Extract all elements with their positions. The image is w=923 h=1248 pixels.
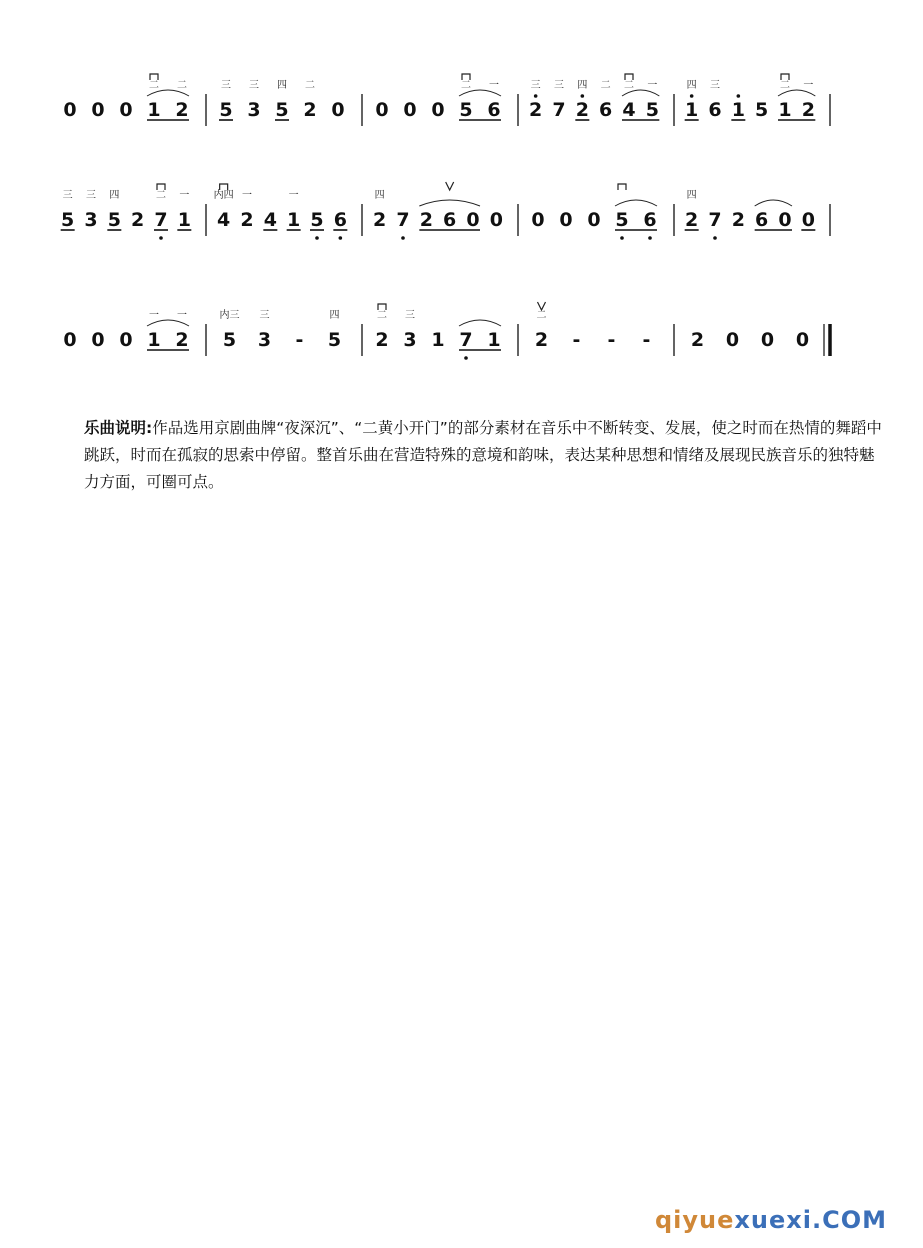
fingering-mark: 三 — [405, 310, 415, 321]
note-token: 2 — [529, 99, 543, 121]
fingering-mark: 二 — [177, 80, 187, 91]
octave-dot-below — [648, 236, 652, 240]
note-token: 2 — [175, 99, 189, 121]
octave-dot-above — [534, 94, 538, 98]
note-token: 5 — [645, 99, 659, 121]
note-token: 2 — [303, 99, 317, 121]
note-token: 6 — [487, 99, 501, 121]
slur-arc — [615, 200, 657, 206]
fingering-mark: 四 — [109, 190, 120, 201]
note-token: 2 — [534, 329, 549, 351]
note-token: 0 — [119, 99, 133, 121]
octave-dot-above — [581, 94, 585, 98]
note-token: 3 — [257, 329, 272, 351]
stave-system-3 — [40, 290, 870, 380]
note-token: - — [295, 329, 304, 351]
slur-arc — [419, 200, 480, 206]
note-token: 7 — [708, 209, 722, 231]
note-token: 5 — [615, 209, 629, 231]
octave-dot-above — [737, 94, 741, 98]
note-token: 0 — [795, 329, 810, 351]
note-token: 2 — [801, 99, 815, 121]
up-bow-mark — [446, 182, 454, 190]
note-token: 3 — [403, 329, 417, 351]
note-token: 3 — [247, 99, 261, 121]
fingering-mark: 一 — [288, 190, 299, 201]
note-token: 0 — [91, 329, 105, 351]
fingering-mark: 四 — [277, 80, 287, 91]
octave-dot-below — [713, 236, 717, 240]
note-token: 2 — [375, 329, 389, 351]
note-token: 1 — [685, 99, 699, 121]
note-token: 0 — [725, 329, 740, 351]
note-token: 0 — [489, 209, 503, 231]
note-token: 2 — [685, 209, 699, 231]
octave-dot-below — [315, 236, 319, 240]
octave-dot-below — [159, 236, 163, 240]
fingering-mark: 一 — [242, 190, 252, 201]
note-token: 1 — [731, 99, 745, 121]
fingering-mark: 三 — [221, 80, 231, 91]
note-token: 1 — [487, 329, 501, 351]
stave-svg-1 — [40, 60, 870, 150]
slur-arc — [755, 200, 792, 206]
note-token: 3 — [84, 209, 98, 231]
fingering-mark: 一 — [489, 80, 499, 91]
note-token: 0 — [778, 209, 792, 231]
note-token: 7 — [459, 329, 473, 351]
note-token: 2 — [419, 209, 433, 231]
note-token: 4 — [217, 209, 231, 231]
note-token: 0 — [559, 209, 573, 231]
note-token: 5 — [327, 329, 342, 351]
note-token: 0 — [760, 329, 775, 351]
note-token: 2 — [240, 209, 254, 231]
note-token: 7 — [396, 209, 410, 231]
fingering-mark: 二 — [461, 80, 471, 91]
note-token: 0 — [531, 209, 545, 231]
note-token: - — [642, 329, 651, 351]
fingering-mark: 内三 — [219, 310, 240, 321]
note-token: 2 — [575, 99, 589, 121]
note-token: 0 — [331, 99, 345, 121]
note-token: 0 — [431, 99, 445, 121]
note-token: 1 — [147, 99, 161, 121]
note-token: 7 — [154, 209, 168, 231]
fingering-mark: 四 — [374, 190, 385, 201]
stave-system-1 — [40, 60, 870, 150]
fingering-mark: 四 — [686, 190, 697, 201]
stave-svg-2 — [40, 170, 870, 260]
description-text: 作品选用京剧曲牌“夜深沉”、“二黄小开门”的部分素材在音乐中不断转变、发展，使之时而在热情的舞蹈中跳跃，时而在孤寂的思索中停留。整首乐曲在营造特殊的意境和韵味，表达某种思想和情绪及展现民族音乐的独特魅力方面，可圈可点。 — [84, 419, 882, 491]
fingering-mark: 三 — [259, 310, 270, 321]
fingering-mark: 三 — [62, 190, 73, 201]
watermark-part-b: xuexi.COM — [734, 1206, 887, 1234]
note-token: 6 — [443, 209, 457, 231]
note-token: 1 — [177, 209, 191, 231]
octave-dot-above — [690, 94, 694, 98]
note-token: 1 — [778, 99, 792, 121]
note-token: - — [607, 329, 616, 351]
note-token: 1 — [431, 329, 445, 351]
note-token: - — [572, 329, 581, 351]
note-token: 1 — [287, 209, 301, 231]
note-token: 5 — [755, 99, 769, 121]
fingering-mark: 一 — [803, 80, 814, 91]
site-watermark — [655, 1206, 887, 1234]
fingering-mark: 一 — [647, 80, 658, 91]
fingering-mark: 一 — [149, 310, 159, 321]
stave-svg-3 — [40, 290, 870, 380]
fingering-mark: 四 — [329, 310, 340, 321]
note-token: 0 — [119, 329, 133, 351]
note-token: 4 — [622, 99, 636, 121]
note-token: 5 — [61, 209, 75, 231]
fingering-mark: 二 — [305, 80, 315, 91]
fingering-mark: 一 — [177, 310, 187, 321]
fingering-mark: 三 — [710, 80, 720, 91]
octave-dot-below — [401, 236, 405, 240]
note-token: 6 — [643, 209, 657, 231]
octave-dot-below — [464, 356, 468, 360]
note-token: 5 — [222, 329, 237, 351]
note-token: 2 — [690, 329, 705, 351]
note-token: 6 — [708, 99, 722, 121]
fingering-mark: 二 — [536, 310, 547, 321]
down-bow-mark — [618, 184, 626, 190]
note-token: 6 — [333, 209, 347, 231]
note-token: 0 — [63, 329, 77, 351]
note-token: 6 — [755, 209, 769, 231]
fingering-mark: 三 — [86, 190, 96, 201]
note-token: 0 — [403, 99, 417, 121]
stave-system-2 — [40, 170, 870, 260]
note-token: 5 — [107, 209, 121, 231]
fingering-mark: 三 — [554, 80, 564, 91]
note-token: 0 — [801, 209, 815, 231]
note-token: 0 — [587, 209, 601, 231]
fingering-mark: 一 — [179, 190, 190, 201]
note-token: 2 — [731, 209, 745, 231]
note-token: 5 — [459, 99, 473, 121]
note-token: 0 — [63, 99, 77, 121]
fingering-mark: 三 — [530, 80, 541, 91]
fingering-mark: 二 — [780, 80, 790, 91]
fingering-mark: 四 — [686, 80, 697, 91]
slur-arc — [459, 320, 501, 326]
note-token: 7 — [552, 99, 566, 121]
note-token: 5 — [275, 99, 289, 121]
note-token: 0 — [91, 99, 105, 121]
note-token: 6 — [599, 99, 613, 121]
note-token: 0 — [466, 209, 480, 231]
note-token: 2 — [373, 209, 387, 231]
watermark-part-a: qiyue — [655, 1206, 735, 1234]
note-token: 2 — [131, 209, 145, 231]
up-bow-mark — [538, 302, 546, 310]
note-token: 5 — [310, 209, 324, 231]
fingering-mark: 二 — [377, 310, 387, 321]
octave-dot-below — [620, 236, 624, 240]
note-token: 1 — [147, 329, 161, 351]
fingering-mark: 四 — [577, 80, 588, 91]
description-label: 乐曲说明: — [84, 419, 153, 437]
note-token: 2 — [175, 329, 189, 351]
note-token: 4 — [263, 209, 277, 231]
fingering-mark: 三 — [249, 80, 259, 91]
note-token: 5 — [219, 99, 233, 121]
octave-dot-below — [339, 236, 343, 240]
fingering-mark: 二 — [156, 190, 166, 201]
fingering-mark: 二 — [624, 80, 634, 91]
fingering-mark: 内四 — [213, 190, 234, 201]
music-description — [84, 415, 884, 496]
fingering-mark: 二 — [600, 80, 611, 91]
note-token: 0 — [375, 99, 389, 121]
fingering-mark: 二 — [149, 80, 159, 91]
